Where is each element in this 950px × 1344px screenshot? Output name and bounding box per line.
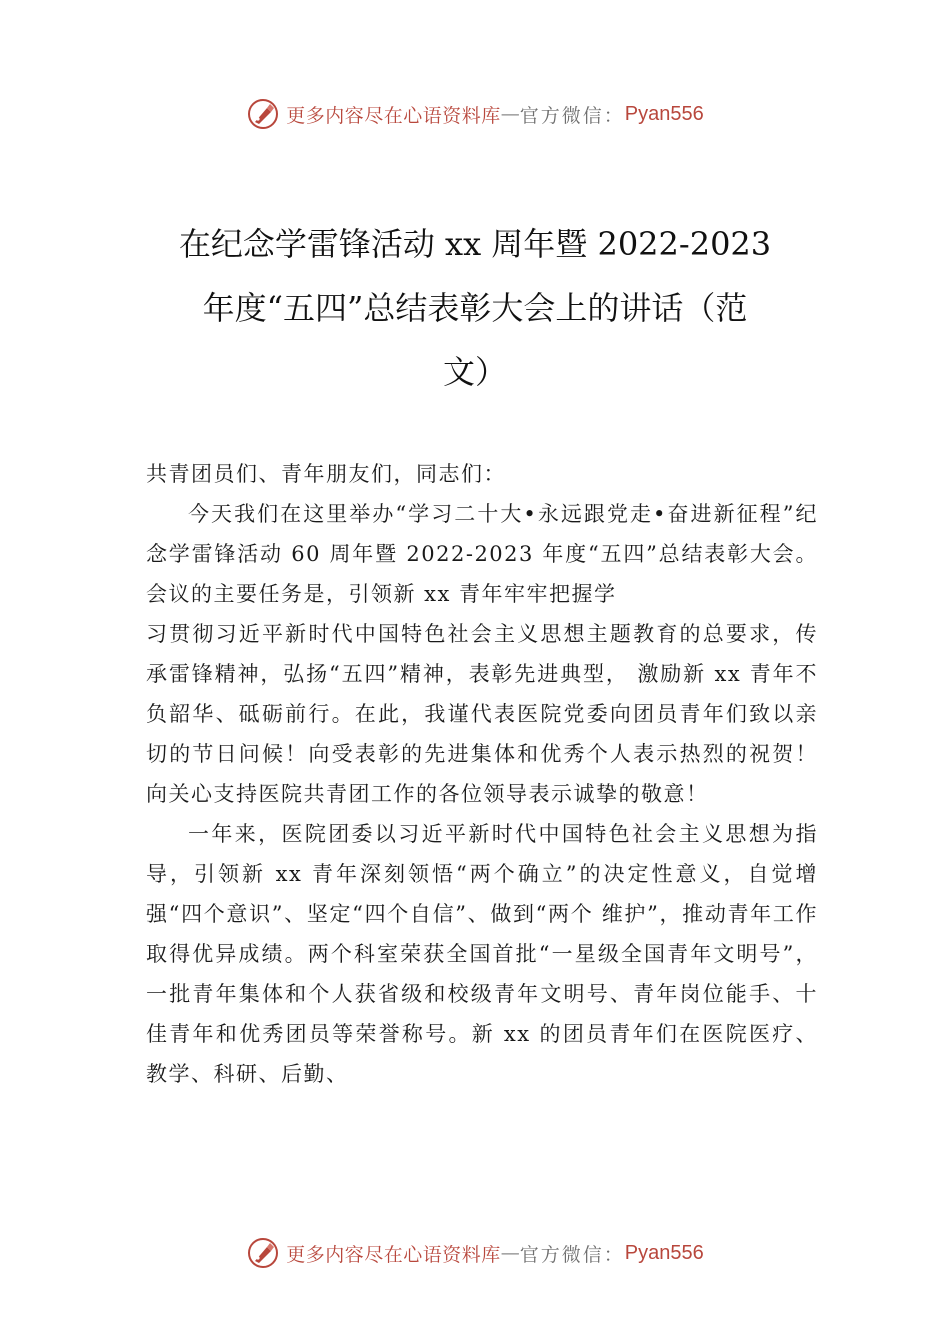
- salutation: 共青团员们、青年朋友们，同志们：: [146, 462, 506, 486]
- title-line-2: 年度“五四”总结表彰大会上的讲话（范: [202, 289, 748, 327]
- header-banner: [0, 94, 950, 134]
- document-body: [146, 454, 818, 1094]
- title-line-1: 在纪念学雷锋活动 xx 周年暨 2022-2023: [178, 225, 772, 263]
- footer-banner: [0, 1233, 950, 1273]
- brand-text: 更多内容尽在心语资料库: [286, 104, 501, 127]
- wechat-id: Pyan556: [624, 1241, 704, 1264]
- pen-nib-icon: [246, 97, 280, 131]
- pen-nib-icon: [246, 1236, 280, 1270]
- paragraph-2: 一年来，医院团委以习近平新时代中国特色社会主义思想为指导，引领新 xx 青年深刻领悟“两个确立”的决定性意义，自觉增强“四个意识”、坚定“四个自信”、做到“两个 维护”，推动青年工作取得优异成绩。两个科室荣获全国首批“一星级全国青年文明号”，一批青年集体和个人获省级和校级青年文明号、青年岗位能手、十佳青年和优秀团员等荣誉称号。新 xx 的团员青年们在医院医疗、教学、科研、后勤、: [146, 822, 818, 1086]
- paragraph-1b: 习贯彻习近平新时代中国特色社会主义思想主题教育的总要求，传承雷锋精神，弘扬“五四”精神，表彰先进典型， 激励新 xx 青年不负韶华、砥砺前行。在此，我谨代表医院党委向团员青年们致以亲切的节日问候！向受表彰的先进集体和优秀个人表示热烈的祝贺！向关心支持医院共青团工作的各位领导表示诚挚的敬意！: [146, 622, 818, 806]
- wechat-id: Pyan556: [624, 102, 704, 125]
- document-title: [130, 212, 820, 404]
- brand-text: 更多内容尽在心语资料库: [286, 1243, 501, 1266]
- banner-separator: —: [500, 103, 520, 125]
- wechat-label: 官方微信：: [519, 1243, 625, 1266]
- paragraph-1a: 今天我们在这里举办“学习二十大•永远跟党走•奋进新征程”纪念学雷锋活动 60 周年暨 2022-2023 年度“五四”总结表彰大会。会议的主要任务是，引领新 xx 青年牢牢把握学: [146, 502, 818, 606]
- title-line-3: 文）: [442, 353, 507, 391]
- wechat-label: 官方微信：: [519, 104, 625, 127]
- banner-separator: —: [500, 1242, 520, 1264]
